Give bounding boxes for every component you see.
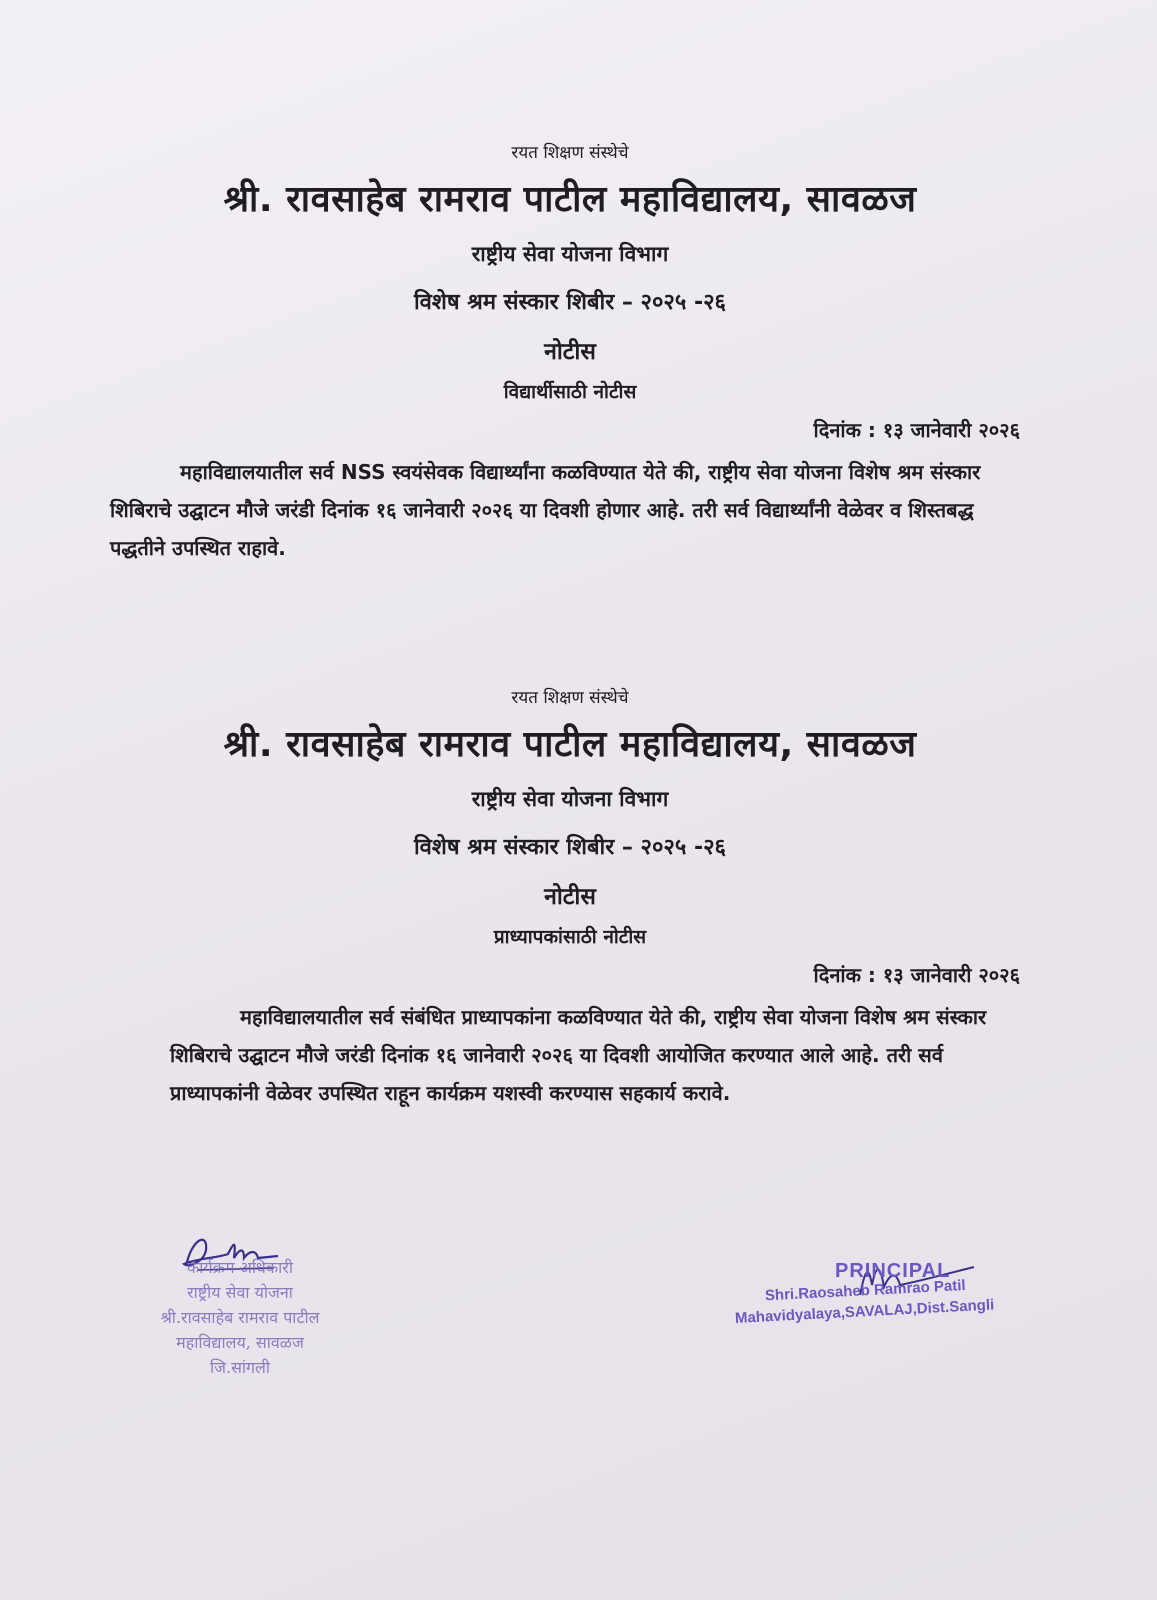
notice-date: दिनांक : १३ जानेवारी २०२६ — [813, 963, 1020, 987]
stamp-line: जि.सांगली — [209, 1358, 271, 1377]
org-name: रयत शिक्षण संस्थेचे — [511, 143, 629, 163]
professor-notice — [110, 685, 1030, 1112]
stamp-line: राष्ट्रीय सेवा योजना — [187, 1283, 293, 1302]
notice-subtitle: विद्यार्थीसाठी नोटीस — [503, 381, 637, 403]
notice-title: नोटीस — [544, 339, 596, 365]
stamp-line: श्री.रावसाहेब रामराव पाटील — [160, 1308, 320, 1327]
camp-name: विशेष श्रम संस्कार शिबीर – २०२५ -२६ — [413, 290, 726, 315]
stamp-line: Shri.Raosaheb Ramrao Patil — [764, 1276, 967, 1305]
notice-title: नोटीस — [544, 884, 596, 910]
stamp-line: Mahavidyalaya,SAVALAJ,Dist.Sangli — [734, 1296, 995, 1327]
program-officer-stamp — [110, 1255, 370, 1380]
stamp-line: कार्यक्रम अधिकारी — [187, 1258, 293, 1277]
college-name: श्री. रावसाहेब रामराव पाटील महाविद्यालय, सावळज — [223, 724, 917, 765]
notice-body: महाविद्यालयातील सर्व NSS स्वयंसेवक विद्यार्थ्यांना कळविण्यात येते की, राष्ट्रीय सेवा योजना विशेष श्रम संस्कार शिबिराचे उद्घाटन मौजे जरंडी दिनांक १६ जानेवारी २०२६ या दिवशी होणार आहे. तरी सर्व विद्यार्थ्यांनी वेळेवर व शिस्तबद्ध पद्धतीने उपस्थित राहावे. — [110, 460, 981, 560]
stamp-line: महाविद्यालय, सावळज — [176, 1333, 304, 1352]
student-notice — [110, 140, 1030, 567]
college-name: श्री. रावसाहेब रामराव पाटील महाविद्यालय, सावळज — [223, 179, 917, 220]
principal-stamp — [735, 1260, 1115, 1327]
camp-name: विशेष श्रम संस्कार शिबीर – २०२५ -२६ — [413, 835, 726, 860]
department-name: राष्ट्रीय सेवा योजना विभाग — [471, 787, 669, 811]
org-name: रयत शिक्षण संस्थेचे — [511, 688, 629, 708]
notice-subtitle: प्राध्यापकांसाठी नोटीस — [493, 926, 647, 948]
notice-body: महाविद्यालयातील सर्व संबंधित प्राध्यापकांना कळविण्यात येते की, राष्ट्रीय सेवा योजना विशेष श्रम संस्कार शिबिराचे उद्घाटन मौजे जरंडी दिनांक १६ जानेवारी २०२६ या दिवशी आयोजित करण्यात आले आहे. तरी सर्व प्राध्यापकांनी वेळेवर उपस्थित राहून कार्यक्रम यशस्वी करण्यास सहकार्य करावे. — [170, 1005, 987, 1105]
principal-title: PRINCIPAL — [835, 1260, 951, 1282]
department-name: राष्ट्रीय सेवा योजना विभाग — [471, 242, 669, 266]
notice-date: दिनांक : १३ जानेवारी २०२६ — [813, 418, 1020, 442]
